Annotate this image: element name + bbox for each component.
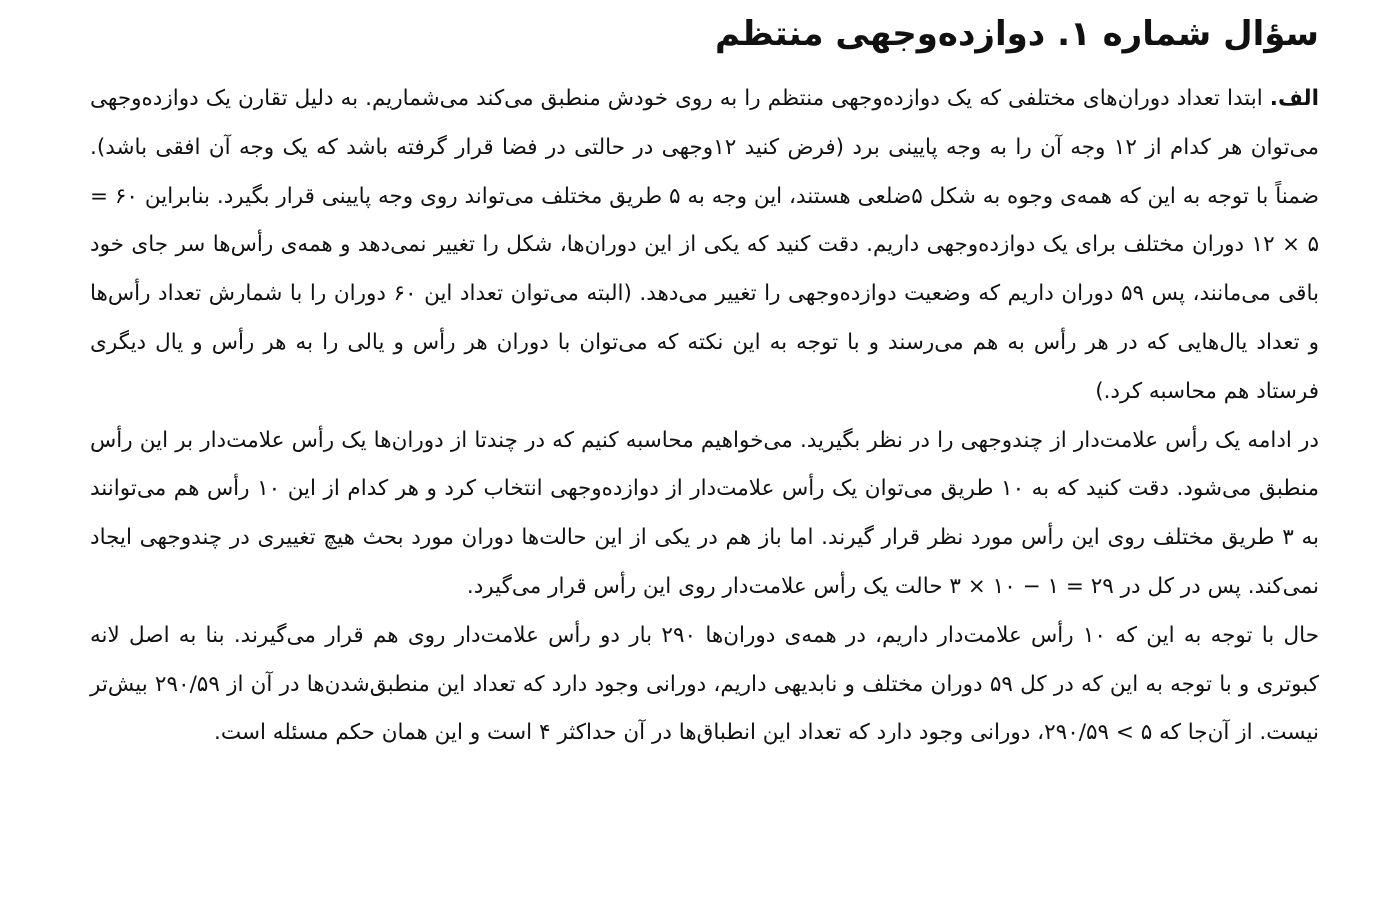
paragraph-text: حال با توجه به این که ۱۰ رأس علامت‌دار داریم، در همه‌ی دوران‌ها ۲۹۰ بار دو رأس علامت‌دار روی هم قرار می‌گیرند. بنا به اصل لانه کبوتری و با توجه به این که در کل ۵۹ دوران مختلف و نابدیهی داریم، دورانی وجود دارد که تعداد این منطبق‌شدن‌ها در آن از ۲۹۰/۵۹ بیش‌تر نیست. از آن‌جا که ۵ > ۲۹۰/۵۹، دورانی وجود دارد که تعداد این انطباق‌ها در آن حداکثر ۴ است و این همان حکم مسئله است. [90,622,1319,746]
paragraph-text: ابتدا تعداد دوران‌های مختلفی که یک دوازده‌وجهی منتظم را به روی خودش منطبق می‌کند می‌شماریم. به دلیل تقارن یک دوازده‌وجهی می‌توان هر کدام از ۱۲ وجه آن را به وجه پایینی برد (فرض کنید ۱۲وجهی در حالتی در فضا قرار گرفته باشد که یک وجه آن افقی باشد). ضمناً با توجه به این که همه‌ی وجوه به شکل ۵ضلعی هستند، این وجه به ۵ طریق مختلف می‌تواند روی وجه پایینی قرار بگیرد. بنابراین ۶۰ = ۵ × ۱۲ دوران مختلف برای یک دوازده‌وجهی داریم. دقت کنید که یکی از این دوران‌ها، شکل را تغییر نمی‌دهد و همه‌ی رأس‌ها سر جای خود باقی می‌مانند، پس ۵۹ دوران داریم که وضعیت دوازده‌وجهی را تغییر می‌دهد. (البته می‌توان تعداد این ۶۰ دوران را با شمارش تعداد رأس‌ها و تعداد یال‌هایی که در هر رأس به هم می‌رسند و با توجه به این نکته که می‌توان با دوران هر رأس و یالی را به هر رأس و یال دیگری فرستاد هم محاسبه کرد.) [90,86,1320,404]
page-title: سؤال شماره ۱. دوازده‌وجهی منتظم [715,14,1319,54]
paragraph-marked-vertex [90,417,1319,612]
paragraph-text: در ادامه یک رأس علامت‌دار از چندوجهی را در نظر بگیرید. می‌خواهیم محاسبه کنیم که در چندتا از دوران‌ها یک رأس علامت‌دار بر این رأس منطبق می‌شود. دقت کنید که به ۱۰ طریق می‌توان یک رأس علامت‌دار از دوازده‌وجهی انتخاب کرد و هر کدام از این ۱۰ رأس هم می‌توانند به ۳ طریق مختلف روی این رأس مورد نظر قرار گیرند. اما باز هم در یکی از این حالت‌ها دوران مورد بحث هیچ تغییری در چندوجهی ایجاد نمی‌کند. پس در کل در ۲۹ = ۱ − ۱۰ × ۳ حالت یک رأس علامت‌دار روی این رأس قرار می‌گیرد. [90,427,1320,599]
paragraph-pigeonhole [90,612,1319,758]
paragraph-part-a [90,75,1319,417]
paragraph-lead: الف. [1269,86,1319,111]
document-page [90,0,1319,920]
